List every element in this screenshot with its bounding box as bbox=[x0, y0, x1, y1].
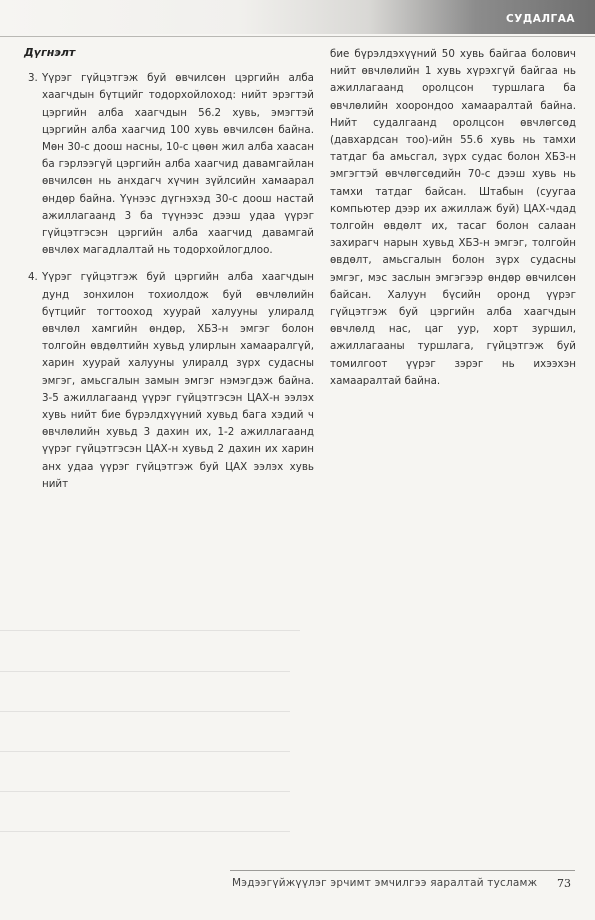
footer-book-title: Мэдээгүйжүүлэг эрчимт эмчилгээ яаралтай тусламж bbox=[232, 877, 538, 889]
section-header: СУДАЛГАА bbox=[506, 13, 575, 25]
bleed-through-line bbox=[0, 751, 290, 752]
list-item-text: Үүрэг гүйцэтгэж буй өвчилсөн цэргийн алба хаагчдын бүтцийг тодорхойлоход: нийт эрэгтэй цэргийн алба хаагчдын 56.2 хувь, эмэгтэй цэргийн алба хаагчид 100 хувь өвчилсөн байна. Мөн 30-с доош насны, 10-с цөөн жил алба хаасан ба гэрлээгүй цэргийн алба хаагчид давамгайлан өвчилсөн нь анхдагч хүчин зүйлсийн хамаарал өндөр байна. Үүнээс дүгнэхэд 30-с доош настай ажиллагаанд 3 ба түүнээс дээш удаа үүрэг гүйцэтгэсэн цэргийн алба хаагчид давамгай өвчлөх магадлалтай нь тодорхойлогдлоо. bbox=[42, 72, 314, 257]
section-title: Дүгнэлт bbox=[24, 46, 76, 59]
bleed-through-table bbox=[0, 630, 300, 861]
header-divider bbox=[0, 36, 595, 37]
list-item-number: 3. bbox=[28, 72, 38, 85]
left-column bbox=[24, 44, 314, 503]
list-item-number: 4. bbox=[28, 271, 38, 284]
bleed-through-line bbox=[0, 791, 290, 792]
header-band bbox=[0, 0, 595, 34]
page-number: 73 bbox=[557, 877, 571, 890]
paragraph: бие бүрэлдэхүүний 50 хувь байгаа болович нийт өвчлөлийн 1 хувь хүрэхгүй байгаа нь ажиллагаанд оролцсон туршлага ба өвчлөлийн хоорондоо хамааралтай байна. Нийт судалгаанд оролцсон өвчлөгсөд (давхардсан тоо)-ийн 55.6 хувь нь тамхи татдаг ба амьсгал, зүрх судас болон ХБЗ-н эмгэгтэй өвчлөгсөдийн 70-с дээш хувь нь тамхи татдаг байсан. Штабын (суугаа компьютер дээр их ажиллаж буй) ЦАХ-чдад толгойн өвдөлт их, тасаг болон салаан захирагч нарын хувьд ХБЗ-н эмгэг, толгойн өвдөлт, амьсгалын болон зүрх судасны эмгэг, мэс заслын эмгэгээр өндөр өвчилсөн байсан. Халуун бүсийн оронд үүрэг гүйцэтгэж буй цэргийн алба хаагчдын өвчлөлд нас, цаг уур, хорт зуршил, ажиллагааны туршлага, гүйцэтгэж буй томилгоот үүрэг зэрэг нь ихээхэн хамааралтай байна. bbox=[330, 48, 576, 387]
list-item-text: Үүрэг гүйцэтгэж буй цэргийн алба хаагчдын дунд зонхилон тохиолдож буй өвчлөлийн бүтцийг тогтооход хуурай халууны улиралд өвчлөл хамгийн өндөр, ХБЗ-н эмгэг болон толгойн өвдөлтийн хувьд улирлын хамааралгүй, харин хуурай халууны улиралд зүрх судасны эмгэг, амьсгалын замын эмгэг нэмэгдэж байна. 3-5 ажиллагаанд үүрэг гүйцэтгэсэн ЦАХ-н ээлэх хувь нийт бие бүрэлдхүүний хувьд бага хэдий ч өвчлөлийн хувьд 3 дахин их, 1-2 ажиллагаанд үүрэг гүйцэтгэсэн ЦАХ-н хувьд 2 дахин их харин анх удаа үүрэг гүйцэтгэж буй ЦАХ ээлэх хувь нийт bbox=[42, 271, 314, 490]
list-item bbox=[24, 269, 314, 493]
bleed-through-line bbox=[0, 711, 290, 712]
list-item bbox=[24, 70, 314, 259]
footer-divider bbox=[230, 870, 575, 871]
bleed-through-line bbox=[0, 671, 290, 672]
right-column bbox=[330, 46, 576, 390]
bleed-through-line bbox=[0, 831, 290, 832]
